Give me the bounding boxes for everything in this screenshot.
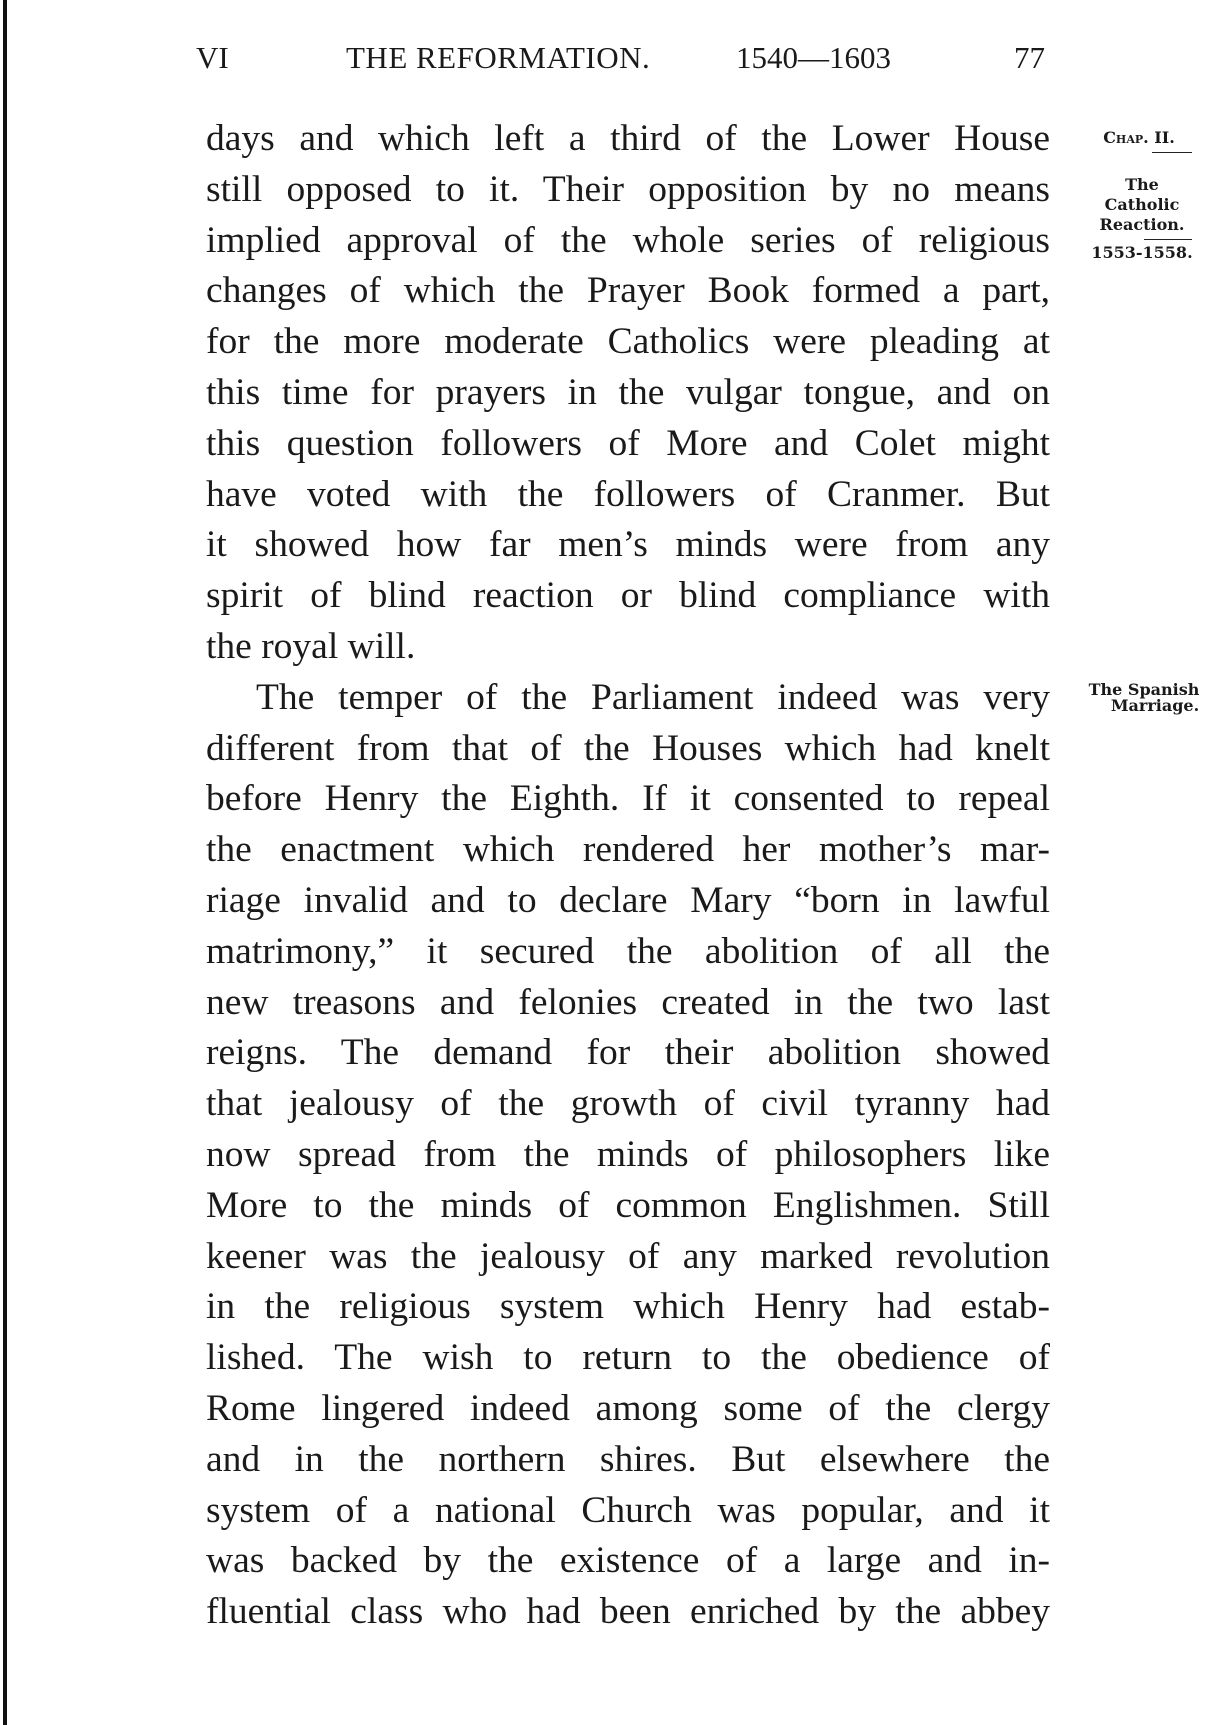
chapter-reference: Chap. II. <box>1103 128 1175 147</box>
text-line: was backed by the existence of a large and in- <box>206 1540 1050 1582</box>
text-line: spirit of blind reaction or blind compliance with <box>206 575 1050 617</box>
page-edge-rule <box>3 0 7 1725</box>
text-line: new treasons and felonies created in the two last <box>206 981 1050 1023</box>
text-line: riage invalid and to declare Mary “born in lawful <box>206 879 1050 921</box>
text-line: that jealousy of the growth of civil tyranny had <box>206 1083 1050 1125</box>
text-line: fluential class who had been enriched by the abbey <box>206 1591 1050 1633</box>
running-head <box>0 38 1218 78</box>
text-line: for the more moderate Catholics were pleading at <box>206 321 1050 363</box>
text-line: it showed how far men’s minds were from any <box>206 524 1050 566</box>
note-line: Marriage. <box>1110 696 1200 715</box>
section-title-line: Catholic <box>1104 195 1180 214</box>
text-line: have voted with the followers of Cranmer. But <box>206 473 1050 515</box>
text-line: changes of which the Prayer Book formed a part, <box>206 270 1050 312</box>
text-line: reigns. The demand for their abolition showed <box>206 1032 1050 1074</box>
text-line: and in the northern shires. But elsewhere the <box>206 1438 1050 1480</box>
text-line: keener was the jealousy of any marked revolution <box>206 1235 1050 1277</box>
text-line: More to the minds of common Englishmen. Still <box>206 1184 1050 1226</box>
text-line: in the religious system which Henry had estab- <box>206 1286 1050 1328</box>
book-title: THE REFORMATION. <box>346 40 651 75</box>
text-line: still opposed to it. Their opposition by no means <box>206 168 1050 210</box>
text-line: the enactment which rendered her mother’s mar- <box>206 829 1050 871</box>
section-date-range: 1553-1558. <box>1091 243 1193 262</box>
text-line: system of a national Church was popular, and it <box>206 1489 1050 1531</box>
text-line: matrimony,” it secured the abolition of all the <box>206 930 1050 972</box>
text-line: different from that of the Houses which had knelt <box>206 727 1050 769</box>
text-line: now spread from the minds of philosophers like <box>206 1133 1050 1175</box>
text-line: Rome lingered indeed among some of the clergy <box>206 1387 1050 1429</box>
text-line: this time for prayers in the vulgar tongue, and on <box>206 371 1050 413</box>
paragraph-start-line: The temper of the Parliament indeed was very <box>256 676 1050 718</box>
margin-note-spanish-marriage <box>1070 680 1218 716</box>
margin-note-chapter <box>1072 128 1206 156</box>
text-line: implied approval of the whole series of religious <box>206 219 1050 261</box>
main-text-column <box>206 114 1050 1638</box>
note-divider <box>1144 239 1192 240</box>
note-divider <box>1152 152 1192 153</box>
paragraph-end-line: the royal will. <box>206 625 416 667</box>
text-line: this question followers of More and Colet might <box>206 422 1050 464</box>
text-line: days and which left a third of the Lower House <box>206 118 1050 159</box>
section-title-line: Reaction. <box>1099 215 1185 234</box>
page-number: 77 <box>1014 40 1045 75</box>
chapter-numeral: VI <box>196 40 229 75</box>
date-span: 1540—1603 <box>736 40 891 75</box>
note-line: The Spanish <box>1088 680 1200 699</box>
margin-note-section <box>1072 175 1212 263</box>
text-line: lished. The wish to return to the obedience of <box>206 1337 1050 1379</box>
section-title-line: The <box>1125 175 1159 194</box>
text-line: before Henry the Eighth. If it consented to repeal <box>206 778 1050 820</box>
